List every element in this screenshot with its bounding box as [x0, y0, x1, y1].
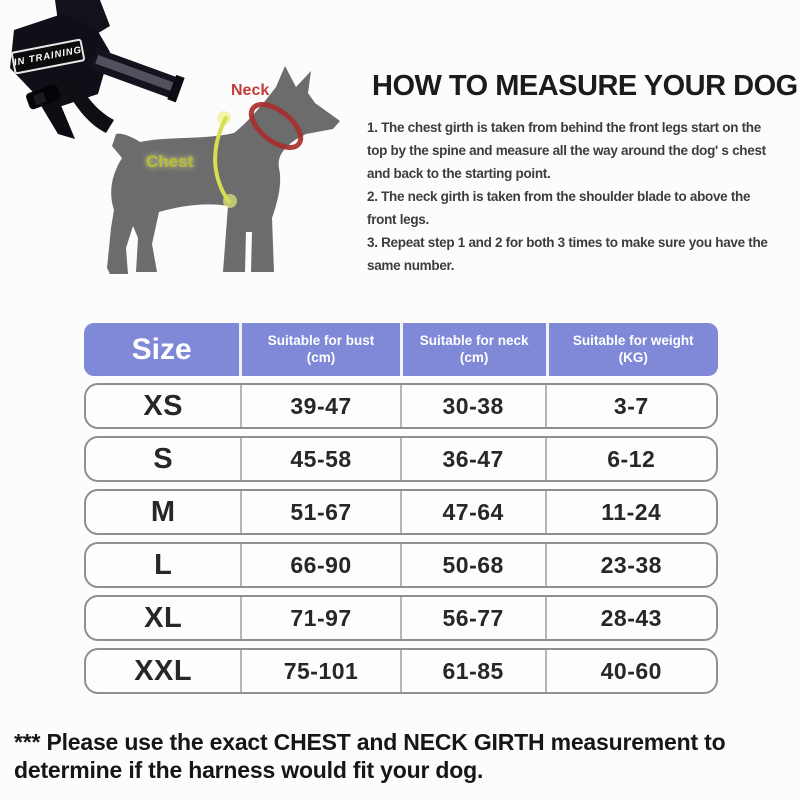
size-table-body: [84, 383, 718, 694]
cell-weight: 11-24: [545, 491, 716, 533]
cell-size: S: [153, 442, 174, 475]
header-neck-unit: (cm): [459, 349, 489, 365]
cell-size: XS: [143, 389, 184, 422]
cell-size: XXL: [134, 654, 193, 687]
size-chart-row: [84, 595, 718, 641]
footnote: *** Please use the exact CHEST and NECK GIRTH measurement to determine if the harness would fit your dog.: [14, 729, 726, 783]
cell-neck: 47-64: [400, 491, 545, 533]
header-bust-label: Suitable for bust: [267, 333, 375, 349]
cell-neck: 50-68: [400, 544, 545, 586]
cell-size: M: [150, 495, 176, 528]
cell-neck: 56-77: [400, 597, 545, 639]
header-weight-unit: (KG): [618, 349, 648, 365]
header-neck-label: Suitable for neck: [419, 333, 529, 349]
harness-patch-label: IN TRAINING: [13, 44, 83, 69]
header-cell-neck: [400, 323, 546, 376]
size-chart-row: [84, 542, 718, 588]
header-cell-weight: [546, 323, 718, 376]
cell-bust: 39-47: [240, 385, 399, 427]
header-cell-size: [84, 323, 239, 376]
header-bust-unit: (cm): [306, 349, 336, 365]
cell-bust: 75-101: [240, 650, 399, 692]
cell-neck: 36-47: [400, 438, 545, 480]
size-chart-table: [84, 323, 718, 694]
cell-size: XL: [144, 601, 183, 634]
cell-neck: 30-38: [400, 385, 545, 427]
size-chart-row: [84, 436, 718, 482]
cell-bust: 71-97: [240, 597, 399, 639]
dog-measure-diagram: [100, 60, 360, 305]
cell-neck: 61-85: [400, 650, 545, 692]
chest-label: Chest: [146, 152, 194, 171]
cell-weight: 28-43: [545, 597, 716, 639]
harness-lower-strap: [40, 103, 75, 139]
cell-weight: 23-38: [545, 544, 716, 586]
neck-label: Neck: [231, 82, 270, 99]
size-chart-row: [84, 383, 718, 429]
instruction-step-1: 1. The chest girth is taken from behind the front legs start on the top by the spine and measure all the way around the dog' s chest and back to the starting point.: [367, 120, 766, 181]
cell-weight: 40-60: [545, 650, 716, 692]
header-size-label: Size: [131, 332, 192, 366]
cell-weight: 3-7: [545, 385, 716, 427]
cell-size: L: [154, 548, 173, 581]
size-chart-row: [84, 648, 718, 694]
cell-weight: 6-12: [545, 438, 716, 480]
instruction-step-3: 3. Repeat step 1 and 2 for both 3 times to make sure you have the same number.: [367, 235, 768, 273]
page-title: HOW TO MEASURE YOUR DOG: [372, 70, 798, 102]
header-cell-bust: [239, 323, 399, 376]
cell-bust: 51-67: [240, 491, 399, 533]
instructions: [367, 116, 771, 277]
header-weight-label: Suitable for weight: [572, 333, 694, 349]
size-chart-header-row: [84, 323, 718, 376]
cell-bust: 45-58: [240, 438, 399, 480]
dog-silhouette: [107, 66, 340, 274]
instruction-step-2: 2. The neck girth is taken from the shoulder blade to above the front legs.: [367, 189, 751, 227]
size-chart-row: [84, 489, 718, 535]
cell-bust: 66-90: [240, 544, 399, 586]
